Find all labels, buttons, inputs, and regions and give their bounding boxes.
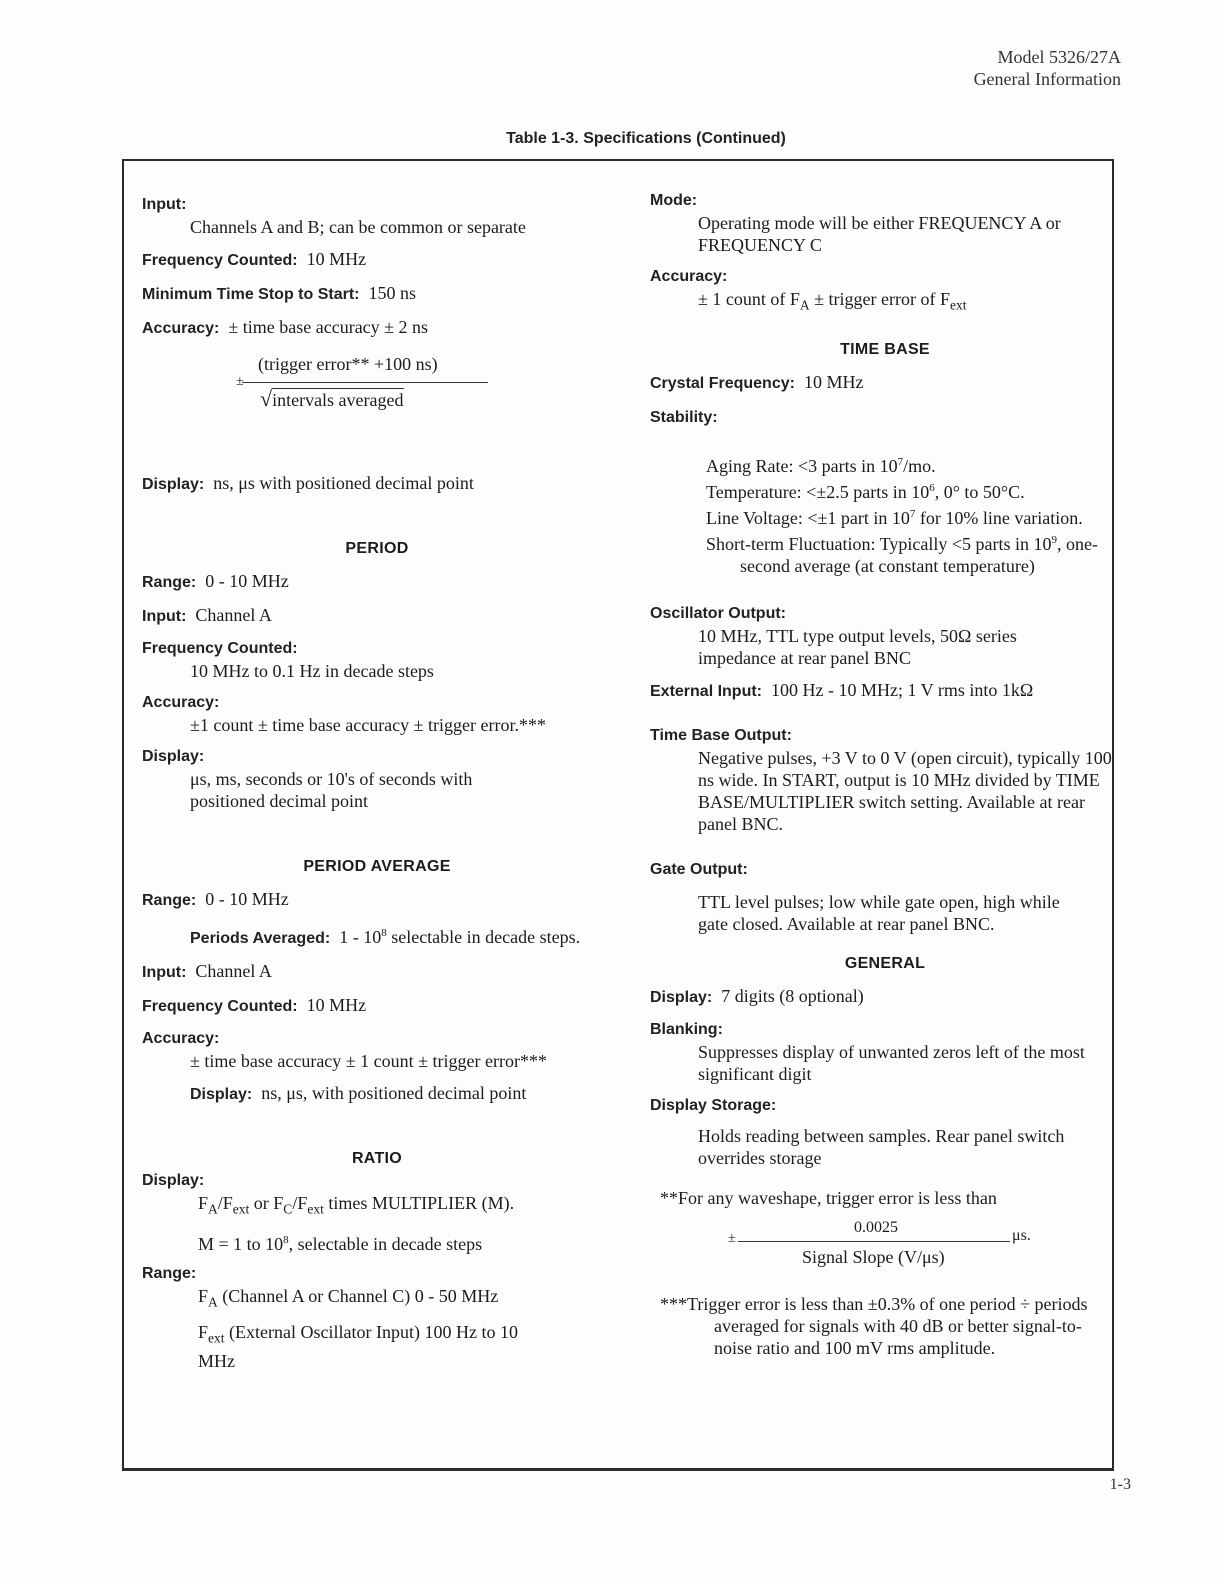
period-range-value: 0 - 10 MHz (205, 571, 289, 591)
pa-range-value: 0 - 10 MHz (205, 889, 289, 909)
input-label: Input: (142, 196, 187, 213)
periods-averaged-exp: 8 (381, 927, 387, 939)
period-input-label: Input: (142, 608, 187, 625)
oscillator-output-value: 10 MHz, TTL type output levels, 50Ω series impedance at rear panel BNC (698, 625, 1017, 668)
section-label: General Information (973, 69, 1121, 89)
formula-denominator (260, 386, 404, 412)
freq-value: 10 MHz (306, 249, 367, 269)
table-title: Table 1-3. Specifications (Continued) (506, 130, 786, 147)
formula-numerator: (trigger error** +100 ns) (258, 354, 438, 374)
formula2-denominator: Signal Slope (V/μs) (802, 1246, 945, 1267)
period-accuracy-label: Accuracy: (142, 694, 220, 711)
right-accuracy-label: Accuracy: (650, 268, 728, 285)
blanking-value: Suppresses display of unwanted zeros left of the most significant digit (698, 1041, 1085, 1084)
min-time-label: Minimum Time Stop to Start: (142, 286, 360, 303)
periods-averaged-tail: selectable in decade steps. (386, 927, 581, 947)
accuracy-value: ± time base accuracy ± 2 ns (228, 317, 429, 337)
oscillator-output-label: Oscillator Output: (650, 604, 786, 622)
ratio-display-line1: $F_A/F_{ext}$ or $F_C/F_{ext}$ times MULTIPLIER (M). (198, 1193, 515, 1217)
input-value: Channels A and B; can be common or separate (190, 217, 526, 237)
radical-sign: √ (260, 386, 273, 411)
pa-freq-value: 10 MHz (306, 995, 367, 1015)
period-freq-label: Frequency Counted: (142, 640, 298, 657)
periods-averaged-value: 1 - 10 (339, 927, 382, 947)
footnote-double-star: **For any waveshape, trigger error is less than (660, 1187, 997, 1208)
right-accuracy-value: ± 1 count of $F_A$ ± trigger error of $F_{ext}$ (698, 289, 967, 313)
right-column (650, 190, 1120, 1367)
mode-label: Mode: (650, 192, 698, 209)
page-header (974, 46, 1121, 90)
short-term-fluctuation: Short-term Fluctuation: Typically <5 parts in $10^9$, one-second average (at constant temperature) (706, 533, 1098, 576)
external-input-value: 100 Hz - 10 MHz; 1 V rms into 1kΩ (771, 679, 1034, 700)
pa-accuracy-value: ± time base accuracy ± 1 count ± trigger error*** (190, 1051, 547, 1071)
gate-output-label: Gate Output: (650, 860, 748, 878)
accuracy-formula (142, 354, 612, 432)
general-display-value: 7 digits (8 optional) (721, 985, 864, 1006)
mode-value: Operating mode will be either FREQUENCY A or FREQUENCY C (698, 213, 1061, 255)
temperature: Temperature: <±2.5 parts in $10^6$, 0° to 50°C. (706, 481, 1025, 502)
display-storage-label: Display Storage: (650, 1096, 777, 1114)
gate-output-value: TTL level pulses; low while gate open, high while gate closed. Available at rear panel BNC. (698, 891, 1060, 934)
fraction-bar-2 (738, 1241, 1010, 1242)
ratio-range-line2: $F_{ext}$ (External Oscillator Input) 100 Hz to 10 MHz (198, 1322, 518, 1371)
ratio-range-label: Range: (142, 1264, 197, 1282)
crystal-label: Crystal Frequency: (650, 374, 795, 392)
model-label: Model 5326/27A (997, 47, 1121, 67)
pa-range-label: Range: (142, 892, 197, 909)
ratio-range-line1: $F_A$ (Channel A or Channel C) 0 - 50 MHz (198, 1285, 499, 1310)
display-storage-value: Holds reading between samples. Rear panel switch overrides storage (698, 1125, 1065, 1168)
formula2-plusminus: ± (728, 1230, 736, 1246)
ratio-display-line2: M = 1 to $10^8$, selectable in decade steps (198, 1233, 483, 1254)
trigger-error-formula (650, 1219, 1120, 1279)
period-accuracy-value: ±1 count ± time base accuracy ± trigger error.*** (190, 715, 547, 735)
time-base-output-value: Negative pulses, +3 V to 0 V (open circuit), typically 100 ns wide. In START, output is 10 MHz divided by TIME BASE/MULTIPLIER switch setting. Available at rear panel BNC. (698, 747, 1112, 834)
pa-accuracy-label: Accuracy: (142, 1030, 220, 1047)
page-number: 1-3 (1109, 1476, 1131, 1493)
min-time-value: 150 ns (368, 283, 416, 303)
period-display-label: Display: (142, 748, 205, 765)
period-heading: PERIOD (345, 540, 409, 557)
period-range-label: Range: (142, 574, 197, 591)
footnote-triple-star: ***Trigger error is less than ±0.3% of one period ÷ periods averaged for signals with 40 dB or better signal-to-noise ratio and 100 mV rms amplitude. (660, 1293, 1088, 1358)
pa-freq-label: Frequency Counted: (142, 998, 298, 1015)
general-heading: GENERAL (844, 954, 926, 972)
period-average-heading: PERIOD AVERAGE (303, 858, 451, 875)
pa-input-value: Channel A (195, 961, 272, 981)
pa-display-label: Display: (190, 1086, 253, 1103)
timebase-heading: TIME BASE (840, 340, 930, 358)
pa-input-label: Input: (142, 964, 187, 981)
pa-display-value: ns, μs, with positioned decimal point (261, 1083, 527, 1103)
external-input-label: External Input: (650, 682, 763, 700)
ratio-heading: RATIO (351, 1150, 403, 1167)
display-value: ns, μs with positioned decimal point (213, 473, 474, 493)
line-voltage: Line Voltage: <±1 part in $10^7$ for 10% line variation. (706, 507, 1083, 528)
freq-label: Frequency Counted: (142, 252, 298, 269)
stability-label: Stability: (650, 408, 718, 426)
period-input-value: Channel A (195, 605, 272, 625)
radicand: intervals averaged (272, 390, 404, 410)
formula2-unit: μs. (1012, 1226, 1031, 1244)
formula-plusminus: ± (236, 374, 244, 389)
ratio-display-label: Display: (142, 1172, 205, 1189)
period-display-value: μs, ms, seconds or 10's of seconds with positioned decimal point (190, 769, 473, 811)
time-base-output-label: Time Base Output: (650, 726, 792, 744)
fraction-bar (242, 382, 488, 383)
aging-rate: Aging Rate: <3 parts in $10^7/mo$. (706, 455, 936, 476)
accuracy-label: Accuracy: (142, 320, 220, 337)
formula2-numerator: 0.0025 (854, 1218, 898, 1236)
periods-averaged-label: Periods Averaged: (190, 930, 331, 947)
left-column (142, 194, 612, 1380)
crystal-value: 10 MHz (803, 371, 864, 392)
general-display-label: Display: (650, 988, 713, 1006)
display-label: Display: (142, 476, 205, 493)
period-freq-value: 10 MHz to 0.1 Hz in decade steps (190, 661, 434, 681)
blanking-label: Blanking: (650, 1020, 723, 1038)
